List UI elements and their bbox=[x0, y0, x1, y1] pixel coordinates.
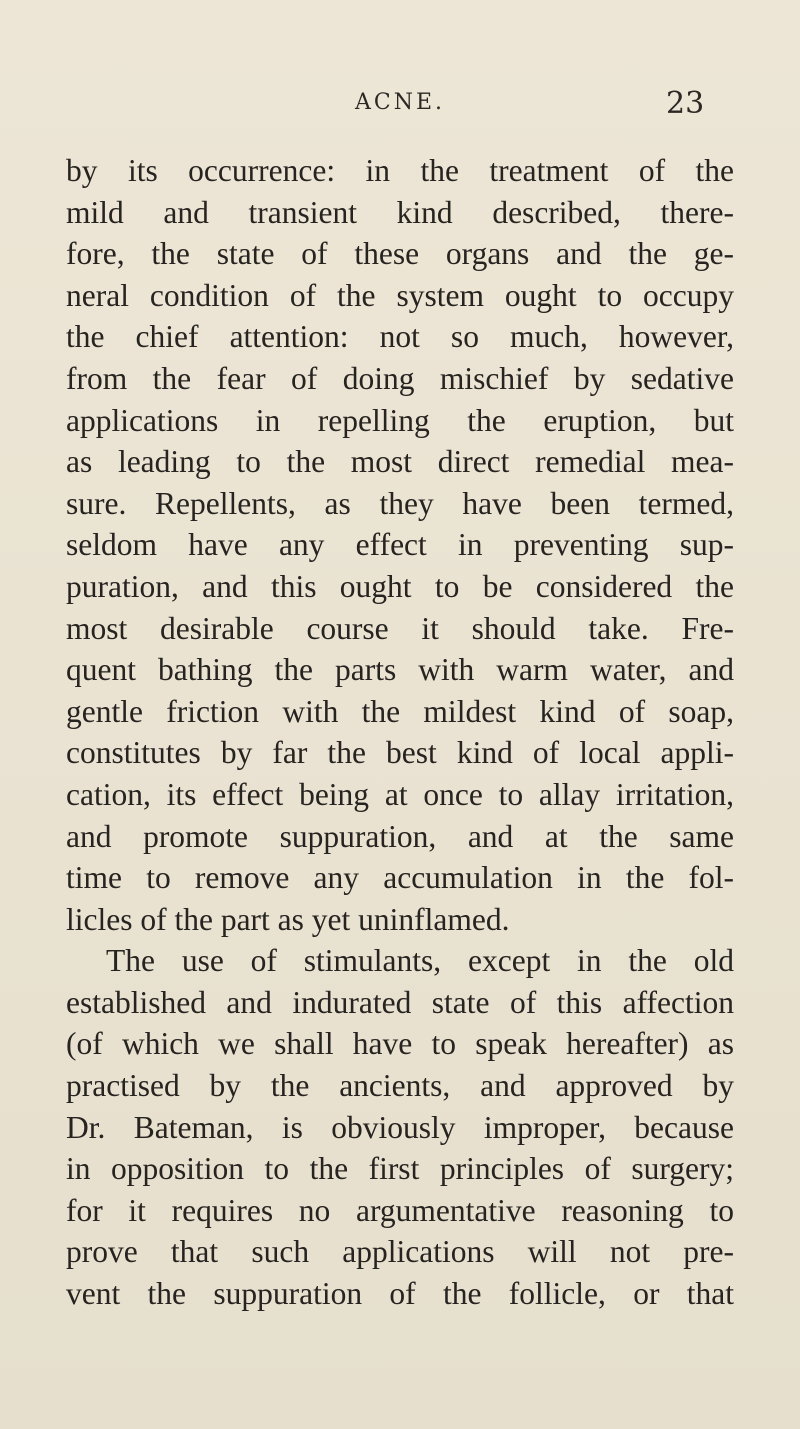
text-line: seldom have any effect in preventing sup- bbox=[66, 527, 734, 563]
text-line: Dr. Bateman, is obviously improper, because bbox=[66, 1109, 734, 1145]
text-line: for it requires no argumentative reasoning to bbox=[66, 1192, 734, 1228]
text-line: from the fear of doing mischief by sedative bbox=[66, 360, 734, 396]
text-line: neral condition of the system ought to occupy bbox=[66, 277, 734, 313]
text-line: mild and transient kind described, there- bbox=[66, 194, 734, 230]
text-line: gentle friction with the mildest kind of soap, bbox=[66, 693, 734, 729]
text-line: constitutes by far the best kind of local appli- bbox=[66, 735, 734, 771]
text-line: licles of the part as yet uninflamed. bbox=[66, 901, 510, 937]
text-line: time to remove any accumulation in the fol- bbox=[66, 860, 734, 896]
text-line: by its occurrence: in the treatment of the bbox=[66, 153, 734, 188]
text-line: quent bathing the parts with warm water, and bbox=[66, 652, 734, 688]
text-line: the chief attention: not so much, however, bbox=[66, 319, 734, 355]
page-number: 23 bbox=[666, 86, 705, 121]
text-line: (of which we shall have to speak hereafter) as bbox=[66, 1026, 734, 1062]
text-line: in opposition to the first principles of surgery; bbox=[66, 1151, 734, 1187]
text-line: prove that such applications will not pre- bbox=[66, 1234, 734, 1270]
body-text bbox=[66, 150, 734, 1315]
text-line: fore, the state of these organs and the ge- bbox=[66, 236, 734, 272]
text-line: vent the suppuration of the follicle, or that bbox=[66, 1276, 734, 1312]
text-line: and promote suppuration, and at the same bbox=[66, 818, 734, 854]
page-header bbox=[0, 86, 800, 126]
text-line: The use of stimulants, except in the old bbox=[106, 943, 734, 979]
running-head: ACNE. bbox=[355, 90, 446, 115]
text-line: cation, its effect being at once to allay irritation, bbox=[66, 776, 734, 812]
text-line: as leading to the most direct remedial mea- bbox=[66, 444, 734, 480]
text-line: practised by the ancients, and approved by bbox=[66, 1068, 734, 1104]
text-line: applications in repelling the eruption, but bbox=[66, 402, 734, 438]
text-line: puration, and this ought to be considered the bbox=[66, 568, 734, 604]
text-line: established and indurated state of this affection bbox=[66, 984, 734, 1020]
text-line: sure. Repellents, as they have been termed, bbox=[66, 485, 734, 521]
text-line: most desirable course it should take. Fre- bbox=[66, 610, 734, 646]
